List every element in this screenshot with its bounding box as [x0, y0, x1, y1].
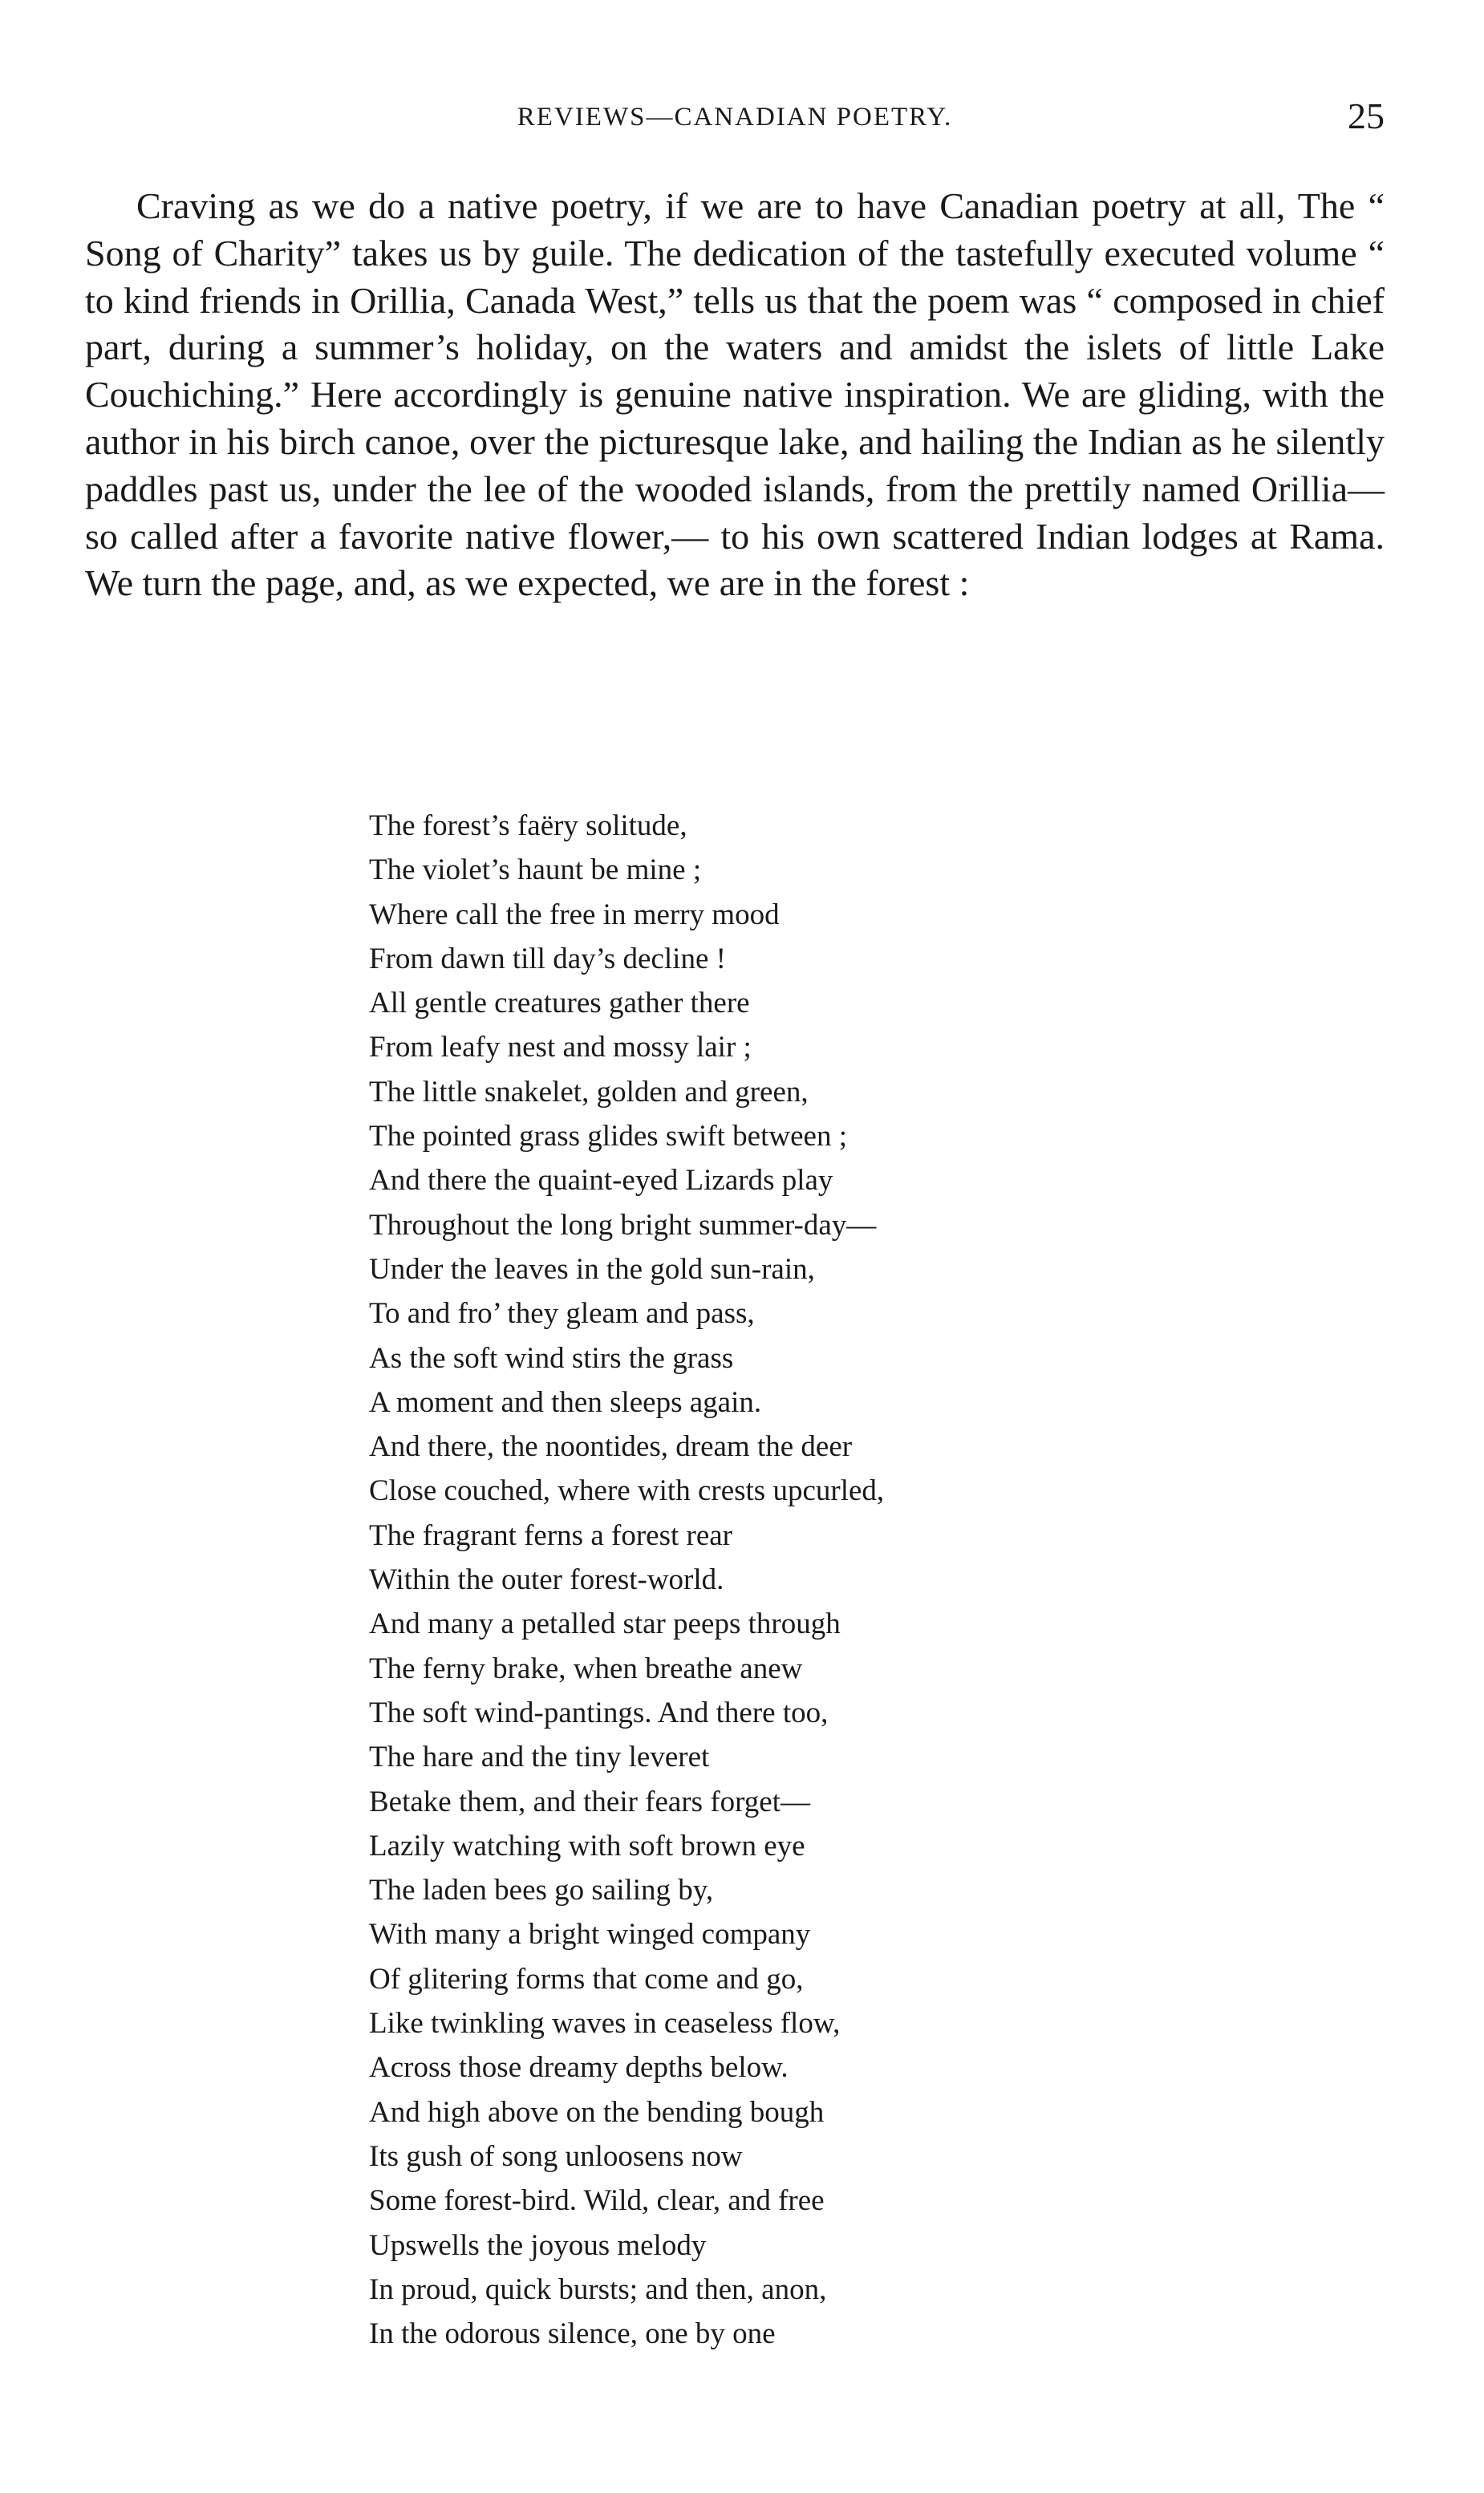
poem-line: Of glitering forms that come and go, [369, 1962, 804, 1996]
poem-line: Across those dreamy depths below. [369, 2051, 789, 2085]
poem-line: The fragrant ferns a forest rear [369, 1518, 732, 1552]
poem-line: The pointed grass glides swift between ; [369, 1120, 847, 1153]
poem-line: And there the quaint-eyed Lizards play [369, 1164, 833, 1198]
poem-line: From leafy nest and mossy lair ; [369, 1031, 752, 1064]
poem-line: In proud, quick bursts; and then, anon, [369, 2272, 827, 2306]
poem-line: Under the leaves in the gold sun-rain, [369, 1252, 815, 1286]
poem-line: To and fro’ they gleam and pass, [369, 1297, 755, 1331]
poem-line: And there, the noontides, dream the deer [369, 1430, 853, 1464]
poem-line: All gentle creatures gather there [369, 987, 750, 1020]
poem-line: The forest’s faëry solitude, [369, 809, 687, 842]
running-title: REVIEWS—CANADIAN POETRY. [517, 103, 953, 132]
poem-line: A moment and then sleeps again. [369, 1385, 762, 1419]
poem-line: The violet’s haunt be mine ; [369, 853, 702, 887]
poem-excerpt [369, 804, 1171, 2356]
poem-line: Throughout the long bright summer-day— [369, 1208, 877, 1242]
running-head [85, 95, 1385, 143]
poem-line: In the odorous silence, one by one [369, 2317, 776, 2351]
poem-line: Lazily watching with soft brown eye [369, 1829, 805, 1863]
poem-line: And high above on the bending bough [369, 2095, 825, 2129]
poem-line: Upswells the joyous melody [369, 2228, 707, 2262]
poem-line: Betake them, and their fears forget— [369, 1785, 810, 1818]
poem-line: The little snakelet, golden and green, [369, 1075, 809, 1109]
poem-line: The soft wind-pantings. And there too, [369, 1696, 829, 1729]
poem-line: The hare and the tiny leveret [369, 1741, 710, 1774]
poem-line: Within the outer forest-world. [369, 1563, 724, 1597]
poem-line: Some forest-bird. Wild, clear, and free [369, 2184, 825, 2218]
poem-line: The ferny brake, when breathe anew [369, 1652, 803, 1685]
poem-line: From dawn till day’s decline ! [369, 942, 726, 975]
poem-line: Where call the free in merry mood [369, 898, 780, 931]
poem-line: Close couched, where with crests upcurled, [369, 1474, 885, 1508]
page-number: 25 [1348, 95, 1385, 136]
poem-line: And many a petalled star peeps through [369, 1607, 841, 1641]
review-paragraph: Craving as we do a native poetry, if we are to have Canadian poetry at all, The “ Song of Charity” takes us by guile. The dedication of the tastefully executed volume “ to kind friends in Orillia, Canada West,” tells us that the poem was “ composed in chief part, during a summer’s holiday, on the waters and amidst the islets of little Lake Couchiching.” Here accordingly is genuine native inspiration. We are gliding, with the author in his birch canoe, over the picturesque lake, and hailing the Indian as he silently paddles past us, under the lee of the wooded islands, from the prettily named Orillia—so called after a favorite native flower,— to his own scattered Indian lodges at Rama. We turn the page, and, as we expected, we are in the forest : [85, 185, 1385, 604]
poem-line: Its gush of song unloosens now [369, 2139, 743, 2173]
poem-line: With many a bright winged company [369, 1918, 811, 1952]
poem-line: As the soft wind stirs the grass [369, 1341, 734, 1375]
poem-line: The laden bees go sailing by, [369, 1874, 714, 1907]
poem-line: Like twinkling waves in ceaseless flow, [369, 2007, 841, 2041]
